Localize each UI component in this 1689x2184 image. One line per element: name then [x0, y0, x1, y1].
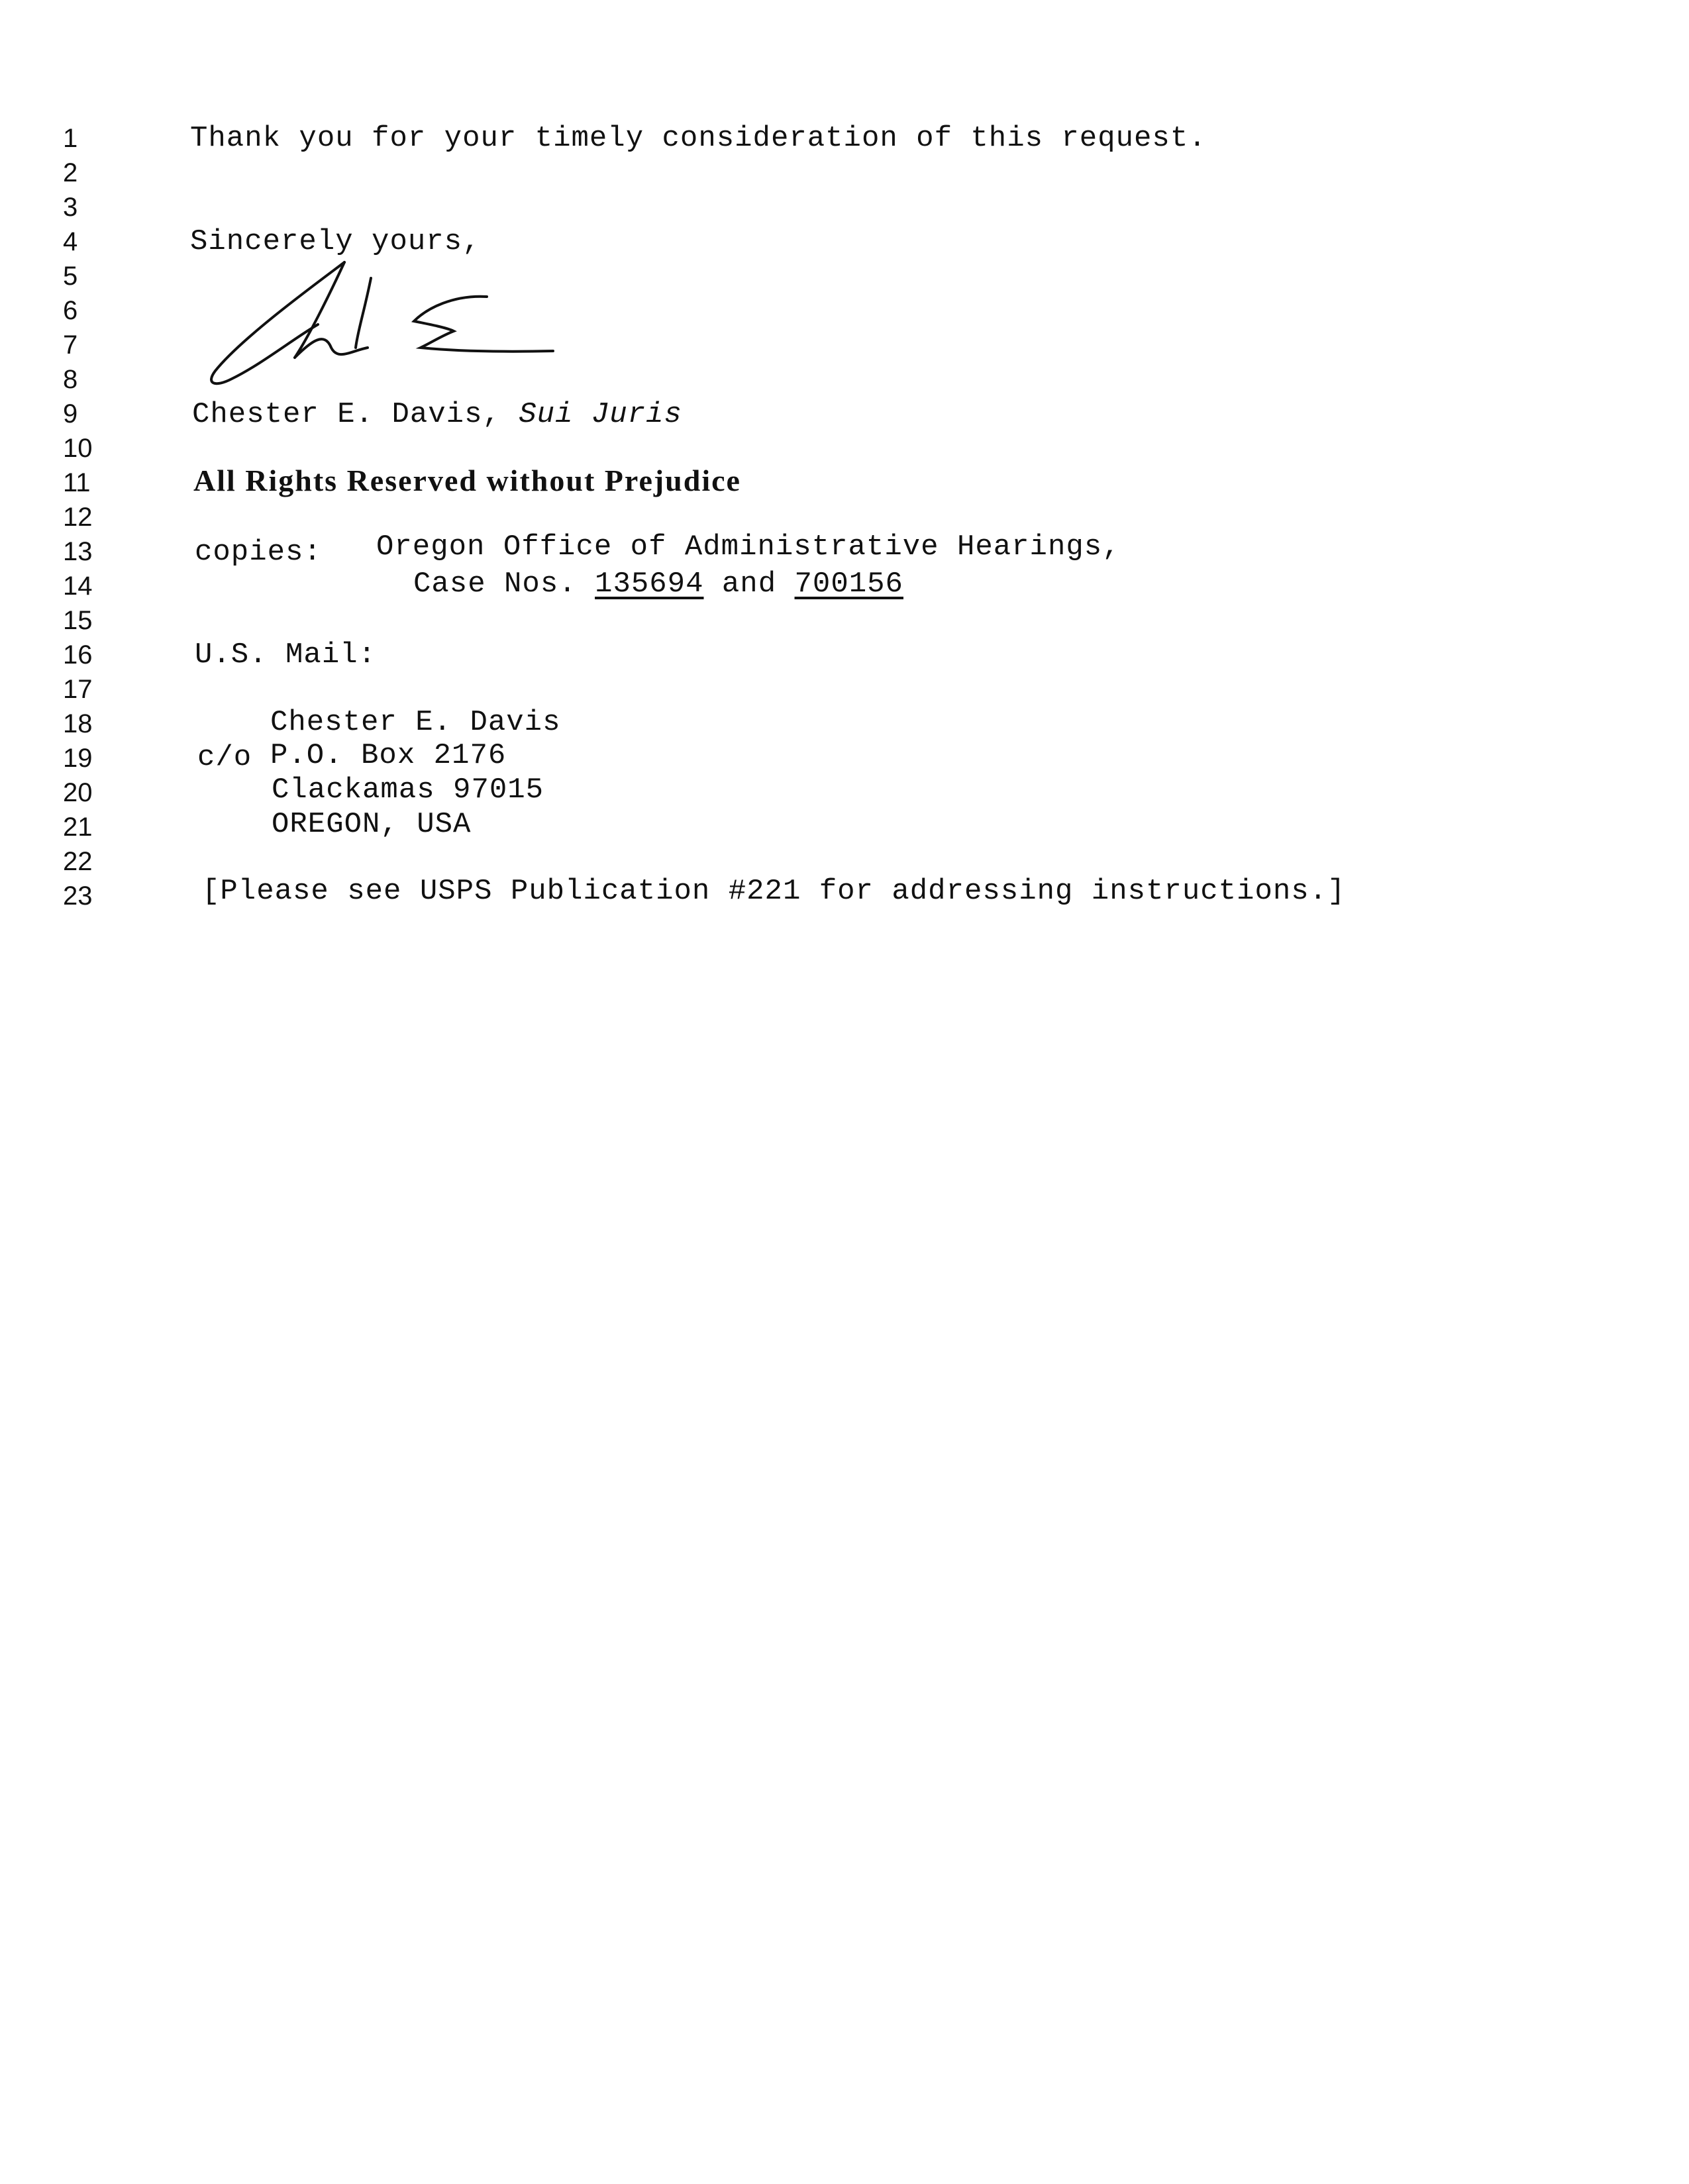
line-number: 3 — [63, 193, 78, 222]
address-state: OREGON, USA — [272, 808, 472, 841]
case-prefix: Case Nos. — [413, 568, 577, 601]
reservation-statement: All Rights Reserved without Prejudice — [193, 464, 741, 497]
line-number: 23 — [63, 881, 93, 911]
line-number: 21 — [63, 813, 93, 842]
case-number-1: 135694 — [595, 568, 704, 601]
case-number-2: 700156 — [794, 568, 903, 601]
copies-recipient: Oregon Office of Administrative Hearings, — [376, 530, 1121, 564]
line-number: 19 — [63, 744, 93, 773]
line-number: 2 — [63, 158, 78, 187]
line-number: 9 — [63, 399, 78, 428]
line-number: 15 — [63, 606, 93, 635]
line-number: 13 — [63, 537, 93, 566]
line-number: 4 — [63, 227, 78, 256]
signer-line — [192, 397, 682, 432]
line-number: 6 — [63, 296, 78, 325]
address-name: Chester E. Davis — [270, 706, 561, 739]
line-number: 11 — [63, 468, 91, 497]
line-number-column — [63, 121, 116, 913]
salutation: Sincerely yours, — [190, 225, 481, 258]
line-number: 16 — [63, 640, 93, 670]
line-number: 7 — [63, 330, 78, 360]
signature-image — [202, 258, 560, 391]
mail-label: U.S. Mail: — [195, 638, 377, 671]
line-number: 1 — [63, 124, 78, 153]
line-number: 20 — [63, 778, 93, 807]
line-number: 8 — [63, 365, 78, 394]
case-numbers-line — [413, 567, 903, 601]
address-city: Clackamas 97015 — [272, 773, 544, 807]
line-number: 22 — [63, 847, 93, 876]
addressing-instructions: [Please see USPS Publication #221 for addressing instructions.] — [202, 875, 1346, 908]
signer-name: Chester E. Davis, — [192, 398, 501, 431]
line-number: 14 — [63, 571, 93, 601]
line-number: 12 — [63, 503, 93, 532]
copies-label: copies: — [195, 536, 322, 569]
line-number: 17 — [63, 675, 93, 704]
line-number: 5 — [63, 262, 78, 291]
address-box: P.O. Box 2176 — [270, 739, 507, 772]
signer-status: Sui Juris — [519, 398, 682, 431]
case-conjunction: and — [721, 568, 777, 601]
line-number: 18 — [63, 709, 93, 738]
closing-thanks: Thank you for your timely consideration of this request. — [190, 122, 1207, 155]
line-number: 10 — [63, 434, 93, 463]
address-care-of: c/o — [197, 741, 252, 774]
